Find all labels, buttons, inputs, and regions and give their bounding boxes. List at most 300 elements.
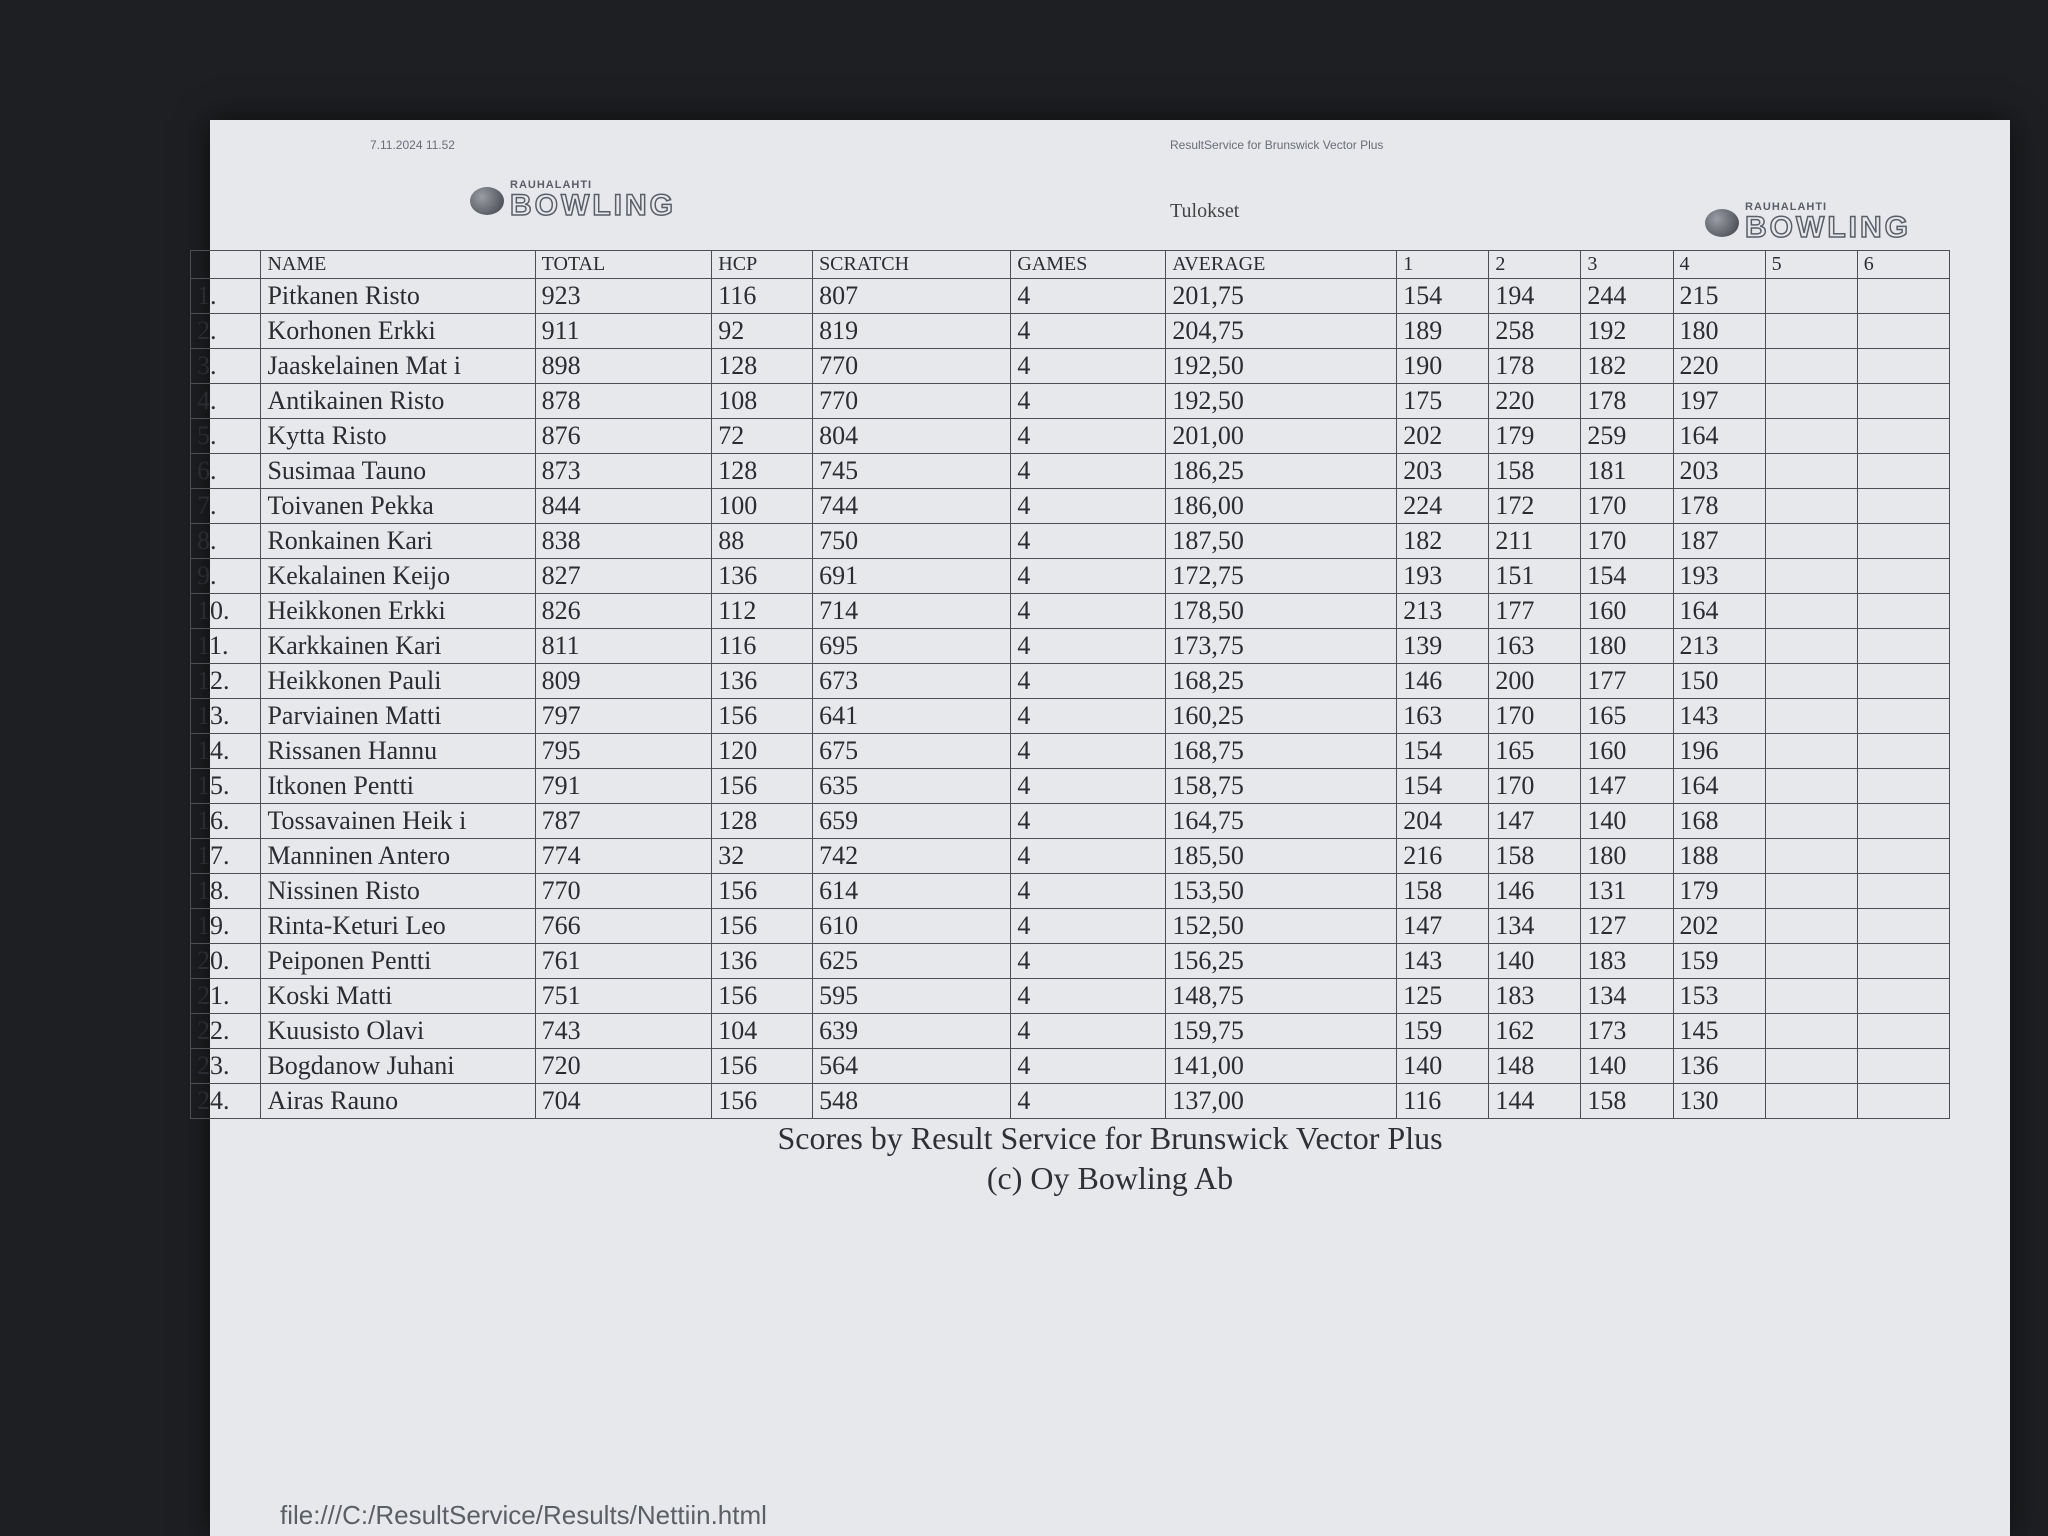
cell-name: Pitkanen Risto	[261, 279, 535, 314]
cell-game-3: 182	[1581, 349, 1673, 384]
cell-total: 809	[535, 664, 712, 699]
cell-hcp: 156	[712, 874, 813, 909]
cell-game-6	[1857, 629, 1949, 664]
cell-game-1: 140	[1397, 1049, 1489, 1084]
cell-average: 164,75	[1166, 804, 1397, 839]
cell-total: 873	[535, 454, 712, 489]
cell-game-4: 150	[1673, 664, 1765, 699]
cell-average: 192,50	[1166, 349, 1397, 384]
cell-average: 137,00	[1166, 1084, 1397, 1119]
cell-game-4: 164	[1673, 594, 1765, 629]
cell-game-3: 131	[1581, 874, 1673, 909]
cell-game-2: 146	[1489, 874, 1581, 909]
cell-game-1: 175	[1397, 384, 1489, 419]
cell-scratch: 770	[813, 349, 1011, 384]
cell-game-6	[1857, 384, 1949, 419]
cell-rank: 4.	[191, 384, 261, 419]
table-row	[191, 944, 1950, 979]
table-row	[191, 734, 1950, 769]
cell-game-6	[1857, 839, 1949, 874]
cell-total: 795	[535, 734, 712, 769]
cell-game-1: 154	[1397, 734, 1489, 769]
cell-games: 4	[1011, 419, 1166, 454]
cell-rank: 9.	[191, 559, 261, 594]
cell-game-5	[1765, 419, 1857, 454]
cell-total: 838	[535, 524, 712, 559]
cell-average: 185,50	[1166, 839, 1397, 874]
cell-game-5	[1765, 349, 1857, 384]
cell-game-4: 220	[1673, 349, 1765, 384]
cell-hcp: 136	[712, 664, 813, 699]
cell-game-5	[1765, 559, 1857, 594]
cell-total: 923	[535, 279, 712, 314]
cell-games: 4	[1011, 839, 1166, 874]
cell-game-5	[1765, 734, 1857, 769]
cell-hcp: 136	[712, 944, 813, 979]
cell-rank: 23.	[191, 1049, 261, 1084]
table-row	[191, 279, 1950, 314]
cell-game-4: 197	[1673, 384, 1765, 419]
cell-game-2: 258	[1489, 314, 1581, 349]
cell-scratch: 673	[813, 664, 1011, 699]
cell-game-6	[1857, 874, 1949, 909]
cell-average: 186,25	[1166, 454, 1397, 489]
cell-hcp: 156	[712, 769, 813, 804]
cell-average: 156,25	[1166, 944, 1397, 979]
cell-game-5	[1765, 524, 1857, 559]
cell-game-5	[1765, 664, 1857, 699]
cell-game-3: 134	[1581, 979, 1673, 1014]
bowling-logo-left	[470, 180, 676, 221]
cell-rank: 21.	[191, 979, 261, 1014]
cell-average: 168,75	[1166, 734, 1397, 769]
cell-total: 766	[535, 909, 712, 944]
cell-rank: 12.	[191, 664, 261, 699]
cell-game-6	[1857, 1084, 1949, 1119]
cell-name: Antikainen Risto	[261, 384, 535, 419]
print-service-header: ResultService for Brunswick Vector Plus	[1170, 138, 1384, 152]
cell-game-3: 140	[1581, 1049, 1673, 1084]
cell-game-6	[1857, 804, 1949, 839]
cell-hcp: 156	[712, 909, 813, 944]
cell-games: 4	[1011, 734, 1166, 769]
cell-games: 4	[1011, 314, 1166, 349]
cell-game-5	[1765, 279, 1857, 314]
cell-game-2: 172	[1489, 489, 1581, 524]
bowling-ball-icon	[1705, 209, 1739, 237]
cell-name: Parviainen Matti	[261, 699, 535, 734]
cell-game-6	[1857, 594, 1949, 629]
logo-main-text: BOWLING	[1745, 211, 1911, 244]
cell-rank: 14.	[191, 734, 261, 769]
cell-hcp: 116	[712, 629, 813, 664]
cell-hcp: 120	[712, 734, 813, 769]
cell-name: Koski Matti	[261, 979, 535, 1014]
cell-name: Airas Rauno	[261, 1084, 535, 1119]
cell-game-1: 116	[1397, 1084, 1489, 1119]
cell-scratch: 695	[813, 629, 1011, 664]
cell-game-1: 203	[1397, 454, 1489, 489]
cell-average: 192,50	[1166, 384, 1397, 419]
cell-hcp: 128	[712, 804, 813, 839]
cell-games: 4	[1011, 1049, 1166, 1084]
cell-game-4: 188	[1673, 839, 1765, 874]
logo-main-text: BOWLING	[510, 189, 676, 222]
table-row	[191, 559, 1950, 594]
cell-average: 152,50	[1166, 909, 1397, 944]
cell-game-6	[1857, 314, 1949, 349]
cell-game-1: 204	[1397, 804, 1489, 839]
cell-games: 4	[1011, 804, 1166, 839]
cell-total: 878	[535, 384, 712, 419]
cell-average: 187,50	[1166, 524, 1397, 559]
cell-game-5	[1765, 804, 1857, 839]
cell-game-2: 165	[1489, 734, 1581, 769]
cell-game-1: 193	[1397, 559, 1489, 594]
cell-game-4: 164	[1673, 769, 1765, 804]
cell-total: 898	[535, 349, 712, 384]
cell-scratch: 804	[813, 419, 1011, 454]
cell-game-3: 170	[1581, 524, 1673, 559]
cell-game-4: 159	[1673, 944, 1765, 979]
cell-total: 761	[535, 944, 712, 979]
col-header-game-1: 1	[1397, 251, 1489, 279]
cell-total: 770	[535, 874, 712, 909]
cell-game-5	[1765, 1084, 1857, 1119]
cell-hcp: 104	[712, 1014, 813, 1049]
cell-game-1: 159	[1397, 1014, 1489, 1049]
cell-games: 4	[1011, 979, 1166, 1014]
cell-name: Jaaskelainen Mat i	[261, 349, 535, 384]
cell-total: 876	[535, 419, 712, 454]
cell-average: 201,75	[1166, 279, 1397, 314]
cell-game-5	[1765, 979, 1857, 1014]
cell-game-6	[1857, 349, 1949, 384]
cell-game-1: 125	[1397, 979, 1489, 1014]
cell-game-3: 140	[1581, 804, 1673, 839]
col-header-total: TOTAL	[535, 251, 712, 279]
cell-game-1: 143	[1397, 944, 1489, 979]
cell-average: 172,75	[1166, 559, 1397, 594]
table-row	[191, 699, 1950, 734]
cell-scratch: 807	[813, 279, 1011, 314]
cell-game-5	[1765, 769, 1857, 804]
cell-rank: 10.	[191, 594, 261, 629]
cell-game-3: 160	[1581, 594, 1673, 629]
cell-games: 4	[1011, 524, 1166, 559]
cell-average: 141,00	[1166, 1049, 1397, 1084]
cell-game-3: 165	[1581, 699, 1673, 734]
cell-game-4: 196	[1673, 734, 1765, 769]
cell-name: Heikkonen Pauli	[261, 664, 535, 699]
cell-hcp: 156	[712, 1084, 813, 1119]
cell-game-5	[1765, 1049, 1857, 1084]
cell-rank: 1.	[191, 279, 261, 314]
table-row	[191, 769, 1950, 804]
cell-game-3: 173	[1581, 1014, 1673, 1049]
cell-game-1: 139	[1397, 629, 1489, 664]
cell-scratch: 675	[813, 734, 1011, 769]
cell-name: Itkonen Pentti	[261, 769, 535, 804]
cell-hcp: 128	[712, 349, 813, 384]
cell-game-2: 162	[1489, 1014, 1581, 1049]
cell-rank: 6.	[191, 454, 261, 489]
cell-total: 704	[535, 1084, 712, 1119]
cell-name: Tossavainen Heik i	[261, 804, 535, 839]
cell-game-2: 158	[1489, 839, 1581, 874]
cell-total: 811	[535, 629, 712, 664]
cell-games: 4	[1011, 909, 1166, 944]
cell-rank: 18.	[191, 874, 261, 909]
cell-game-4: 178	[1673, 489, 1765, 524]
cell-game-5	[1765, 454, 1857, 489]
cell-game-1: 189	[1397, 314, 1489, 349]
cell-game-2: 147	[1489, 804, 1581, 839]
cell-game-5	[1765, 699, 1857, 734]
table-row	[191, 804, 1950, 839]
cell-average: 173,75	[1166, 629, 1397, 664]
cell-game-2: 183	[1489, 979, 1581, 1014]
col-header-games: GAMES	[1011, 251, 1166, 279]
cell-rank: 5.	[191, 419, 261, 454]
cell-hcp: 116	[712, 279, 813, 314]
cell-games: 4	[1011, 664, 1166, 699]
table-row	[191, 314, 1950, 349]
table-row	[191, 524, 1950, 559]
cell-game-2: 140	[1489, 944, 1581, 979]
cell-game-2: 134	[1489, 909, 1581, 944]
printed-results-sheet	[197, 120, 2010, 1536]
table-row	[191, 664, 1950, 699]
cell-game-1: 147	[1397, 909, 1489, 944]
cell-game-6	[1857, 1049, 1949, 1084]
cell-game-2: 194	[1489, 279, 1581, 314]
bowling-logo-right	[1705, 202, 1911, 243]
cell-game-2: 200	[1489, 664, 1581, 699]
cell-rank: 15.	[191, 769, 261, 804]
cell-games: 4	[1011, 874, 1166, 909]
results-table	[190, 250, 1950, 1119]
cell-game-5	[1765, 944, 1857, 979]
cell-scratch: 639	[813, 1014, 1011, 1049]
cell-total: 826	[535, 594, 712, 629]
table-row	[191, 909, 1950, 944]
cell-game-3: 244	[1581, 279, 1673, 314]
cell-scratch: 819	[813, 314, 1011, 349]
cell-game-4: 164	[1673, 419, 1765, 454]
cell-name: Toivanen Pekka	[261, 489, 535, 524]
cell-game-6	[1857, 559, 1949, 594]
cell-game-2: 177	[1489, 594, 1581, 629]
cell-scratch: 691	[813, 559, 1011, 594]
cell-game-6	[1857, 489, 1949, 524]
cell-game-4: 168	[1673, 804, 1765, 839]
table-row	[191, 1014, 1950, 1049]
cell-scratch: 595	[813, 979, 1011, 1014]
cell-game-4: 203	[1673, 454, 1765, 489]
table-row	[191, 419, 1950, 454]
cell-rank: 16.	[191, 804, 261, 839]
cell-game-3: 158	[1581, 1084, 1673, 1119]
col-header-game-5: 5	[1765, 251, 1857, 279]
cell-rank: 24.	[191, 1084, 261, 1119]
cell-games: 4	[1011, 629, 1166, 664]
cell-game-5	[1765, 489, 1857, 524]
cell-games: 4	[1011, 349, 1166, 384]
cell-scratch: 770	[813, 384, 1011, 419]
cell-average: 186,00	[1166, 489, 1397, 524]
cell-hcp: 92	[712, 314, 813, 349]
cell-game-3: 181	[1581, 454, 1673, 489]
cell-game-5	[1765, 874, 1857, 909]
cell-average: 158,75	[1166, 769, 1397, 804]
cell-name: Korhonen Erkki	[261, 314, 535, 349]
cell-game-1: 154	[1397, 769, 1489, 804]
cell-game-3: 183	[1581, 944, 1673, 979]
table-row	[191, 629, 1950, 664]
cell-game-6	[1857, 944, 1949, 979]
cell-name: Rissanen Hannu	[261, 734, 535, 769]
cell-game-1: 146	[1397, 664, 1489, 699]
cell-game-2: 179	[1489, 419, 1581, 454]
col-header-average: AVERAGE	[1166, 251, 1397, 279]
cell-game-6	[1857, 279, 1949, 314]
cell-game-5	[1765, 629, 1857, 664]
cell-name: Kuusisto Olavi	[261, 1014, 535, 1049]
col-header-game-6: 6	[1857, 251, 1949, 279]
cell-game-4: 193	[1673, 559, 1765, 594]
file-path: file:///C:/ResultService/Results/Nettiin.html	[280, 1500, 767, 1530]
table-row	[191, 1084, 1950, 1119]
col-header-hcp: HCP	[712, 251, 813, 279]
cell-game-6	[1857, 699, 1949, 734]
cell-game-4: 145	[1673, 1014, 1765, 1049]
cell-game-4: 202	[1673, 909, 1765, 944]
cell-games: 4	[1011, 1084, 1166, 1119]
cell-game-1: 213	[1397, 594, 1489, 629]
cell-game-3: 180	[1581, 629, 1673, 664]
cell-rank: 13.	[191, 699, 261, 734]
cell-game-2: 178	[1489, 349, 1581, 384]
cell-name: Manninen Antero	[261, 839, 535, 874]
cell-scratch: 745	[813, 454, 1011, 489]
cell-total: 751	[535, 979, 712, 1014]
cell-game-1: 224	[1397, 489, 1489, 524]
cell-games: 4	[1011, 594, 1166, 629]
cell-game-6	[1857, 454, 1949, 489]
cell-scratch: 548	[813, 1084, 1011, 1119]
cell-scratch: 614	[813, 874, 1011, 909]
cell-scratch: 742	[813, 839, 1011, 874]
cell-game-3: 170	[1581, 489, 1673, 524]
cell-game-4: 153	[1673, 979, 1765, 1014]
cell-games: 4	[1011, 944, 1166, 979]
cell-game-4: 213	[1673, 629, 1765, 664]
cell-rank: 19.	[191, 909, 261, 944]
cell-scratch: 610	[813, 909, 1011, 944]
col-header-game-2: 2	[1489, 251, 1581, 279]
footer-copyright: (c) Oy Bowling Ab	[986, 1160, 1234, 1196]
cell-total: 743	[535, 1014, 712, 1049]
cell-total: 911	[535, 314, 712, 349]
cell-game-6	[1857, 979, 1949, 1014]
cell-game-2: 170	[1489, 769, 1581, 804]
cell-rank: 22.	[191, 1014, 261, 1049]
cell-total: 774	[535, 839, 712, 874]
cell-games: 4	[1011, 384, 1166, 419]
cell-games: 4	[1011, 1014, 1166, 1049]
cell-game-3: 154	[1581, 559, 1673, 594]
cell-game-5	[1765, 594, 1857, 629]
cell-game-1: 182	[1397, 524, 1489, 559]
cell-scratch: 564	[813, 1049, 1011, 1084]
cell-game-4: 179	[1673, 874, 1765, 909]
cell-game-6	[1857, 664, 1949, 699]
cell-game-5	[1765, 909, 1857, 944]
cell-game-6	[1857, 1014, 1949, 1049]
cell-game-6	[1857, 909, 1949, 944]
logo-top-text: RAUHALAHTI	[1745, 201, 1828, 213]
cell-game-1: 216	[1397, 839, 1489, 874]
cell-hcp: 156	[712, 1049, 813, 1084]
cell-games: 4	[1011, 489, 1166, 524]
cell-game-2: 148	[1489, 1049, 1581, 1084]
cell-rank: 3.	[191, 349, 261, 384]
cell-game-4: 180	[1673, 314, 1765, 349]
table-row	[191, 1049, 1950, 1084]
cell-game-5	[1765, 314, 1857, 349]
cell-game-6	[1857, 734, 1949, 769]
cell-total: 787	[535, 804, 712, 839]
col-header-rank	[191, 251, 261, 279]
cell-average: 204,75	[1166, 314, 1397, 349]
cell-average: 153,50	[1166, 874, 1397, 909]
cell-game-1: 163	[1397, 699, 1489, 734]
cell-game-4: 143	[1673, 699, 1765, 734]
table-row	[191, 489, 1950, 524]
cell-hcp: 136	[712, 559, 813, 594]
cell-total: 797	[535, 699, 712, 734]
cell-game-1: 190	[1397, 349, 1489, 384]
cell-game-6	[1857, 524, 1949, 559]
cell-rank: 20.	[191, 944, 261, 979]
results-table-body	[191, 279, 1950, 1119]
cell-total: 827	[535, 559, 712, 594]
cell-game-1: 158	[1397, 874, 1489, 909]
cell-game-3: 177	[1581, 664, 1673, 699]
cell-hcp: 72	[712, 419, 813, 454]
cell-hcp: 112	[712, 594, 813, 629]
cell-hcp: 88	[712, 524, 813, 559]
cell-rank: 8.	[191, 524, 261, 559]
cell-name: Ronkainen Kari	[261, 524, 535, 559]
cell-game-3: 127	[1581, 909, 1673, 944]
cell-name: Heikkonen Erkki	[261, 594, 535, 629]
col-header-game-4: 4	[1673, 251, 1765, 279]
cell-hcp: 108	[712, 384, 813, 419]
cell-rank: 7.	[191, 489, 261, 524]
table-row	[191, 384, 1950, 419]
table-row	[191, 454, 1950, 489]
cell-games: 4	[1011, 699, 1166, 734]
cell-total: 720	[535, 1049, 712, 1084]
cell-hcp: 156	[712, 699, 813, 734]
cell-games: 4	[1011, 769, 1166, 804]
table-row	[191, 874, 1950, 909]
cell-average: 168,25	[1166, 664, 1397, 699]
cell-game-1: 154	[1397, 279, 1489, 314]
cell-scratch: 744	[813, 489, 1011, 524]
